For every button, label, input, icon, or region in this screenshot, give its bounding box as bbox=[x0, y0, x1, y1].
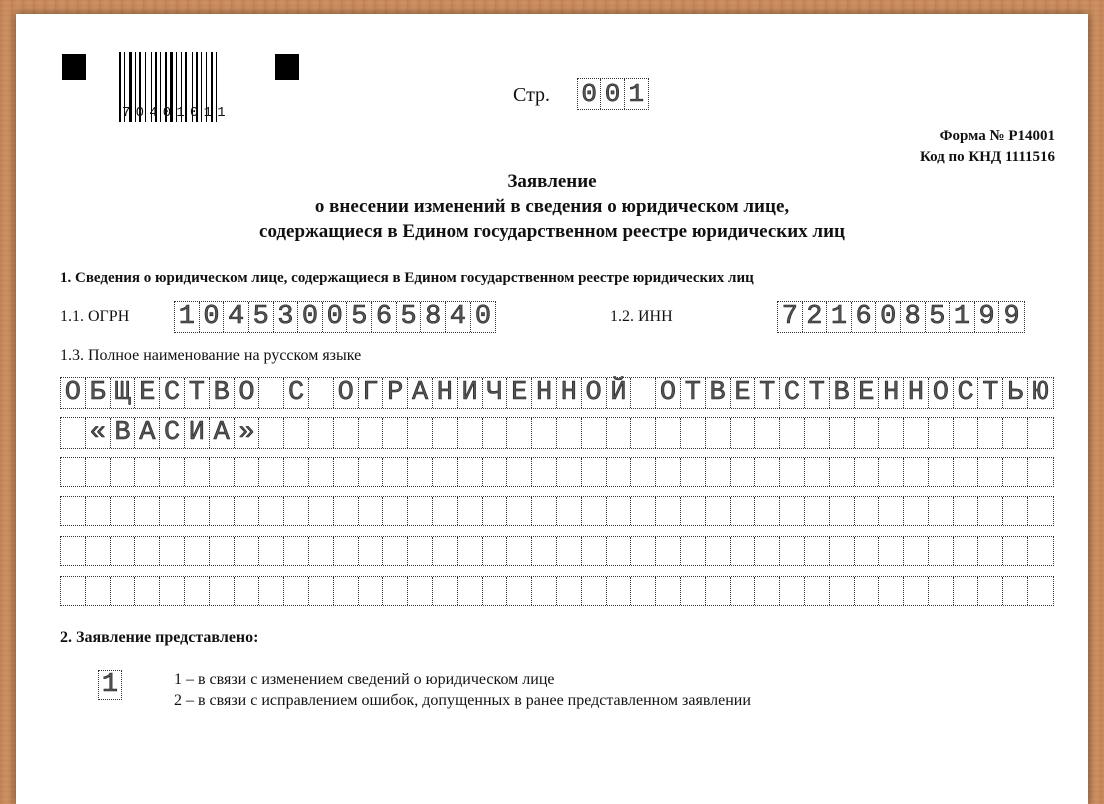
full-name-line-1-cell: Н bbox=[557, 378, 582, 408]
full-name-line-6-cell bbox=[185, 577, 210, 605]
full-name-line-5-cell bbox=[334, 537, 359, 565]
full-name-line-3-cell bbox=[879, 458, 904, 486]
full-name-line-5-cell bbox=[656, 537, 681, 565]
full-name-line-4-cell bbox=[929, 497, 954, 525]
inn-field[interactable] bbox=[777, 301, 1025, 333]
ogrn-field-cell: 0 bbox=[474, 302, 492, 332]
full-name-line-3-cell bbox=[235, 458, 260, 486]
full-name-line-1-cell: Е bbox=[731, 378, 756, 408]
full-name-line-4-cell bbox=[433, 497, 458, 525]
full-name-line-5-cell bbox=[904, 537, 929, 565]
full-name-line-3-cell bbox=[433, 458, 458, 486]
full-name-line-1-cell: Н bbox=[904, 378, 929, 408]
full-name-line-6-cell bbox=[383, 577, 408, 605]
full-name-line-5[interactable] bbox=[60, 536, 1054, 566]
full-name-line-2-cell bbox=[929, 418, 954, 448]
full-name-line-6-cell bbox=[557, 577, 582, 605]
full-name-line-2-cell bbox=[483, 418, 508, 448]
full-name-line-2[interactable] bbox=[60, 417, 1054, 449]
full-name-line-6-cell bbox=[359, 577, 384, 605]
full-name-line-6-cell bbox=[135, 577, 160, 605]
full-name-line-2-cell bbox=[1028, 418, 1053, 448]
page-number-field[interactable] bbox=[577, 78, 649, 110]
full-name-line-1-cell: Ч bbox=[483, 378, 508, 408]
full-name-line-2-cell: И bbox=[185, 418, 210, 448]
full-name-line-6-cell bbox=[507, 577, 532, 605]
full-name-line-6-cell bbox=[111, 577, 136, 605]
full-name-line-5-cell bbox=[557, 537, 582, 565]
full-name-line-4-cell bbox=[830, 497, 855, 525]
full-name-line-4-cell bbox=[359, 497, 384, 525]
full-name-line-1-cell: Н bbox=[532, 378, 557, 408]
ogrn-field-cell: 8 bbox=[421, 302, 446, 332]
barcode-digits: 70401011 bbox=[122, 105, 231, 121]
full-name-line-6-cell bbox=[805, 577, 830, 605]
full-name-line-1-cell: С bbox=[780, 378, 805, 408]
full-name-line-1-cell bbox=[309, 378, 334, 408]
full-name-line-2-cell bbox=[383, 418, 408, 448]
full-name-line-5-cell bbox=[284, 537, 309, 565]
full-name-line-4-cell bbox=[631, 497, 656, 525]
full-name-line-6-cell bbox=[631, 577, 656, 605]
full-name-line-1-cell: Щ bbox=[111, 378, 136, 408]
full-name-line-1-cell: А bbox=[408, 378, 433, 408]
form-number: Форма № Р14001 bbox=[939, 128, 1055, 144]
full-name-line-2-cell bbox=[904, 418, 929, 448]
full-name-line-3-cell bbox=[383, 458, 408, 486]
full-name-line-3-cell bbox=[284, 458, 309, 486]
ogrn-field-cell: 0 bbox=[200, 302, 225, 332]
full-name-line-5-cell bbox=[855, 537, 880, 565]
inn-field-cell: 9 bbox=[975, 302, 1000, 332]
ogrn-field-cell: 1 bbox=[175, 302, 200, 332]
full-name-line-4-cell bbox=[978, 497, 1003, 525]
full-name-line-3-cell bbox=[582, 458, 607, 486]
full-name-line-1-cell: О bbox=[235, 378, 260, 408]
full-name-line-5-cell bbox=[135, 537, 160, 565]
full-name-line-4-cell bbox=[210, 497, 235, 525]
ogrn-field-cell: 5 bbox=[347, 302, 372, 332]
full-name-line-3[interactable] bbox=[60, 457, 1054, 487]
full-name-line-2-cell bbox=[532, 418, 557, 448]
ogrn-field-cell: 5 bbox=[249, 302, 274, 332]
inn-field-cell: 1 bbox=[950, 302, 975, 332]
document-subtitle-1: о внесении изменений в сведения о юридическом лице, bbox=[314, 196, 790, 217]
inn-label: 1.2. ИНН bbox=[610, 308, 673, 325]
full-name-line-4-cell bbox=[135, 497, 160, 525]
full-name-line-3-cell bbox=[359, 458, 384, 486]
section-1-heading: 1. Сведения о юридическом лице, содержащиеся в Едином государственном реестре юридических лиц bbox=[60, 270, 754, 286]
full-name-line-1-cell: О bbox=[334, 378, 359, 408]
full-name-line-2-cell bbox=[61, 418, 86, 448]
full-name-line-1-cell: Т bbox=[978, 378, 1003, 408]
full-name-line-2-cell bbox=[359, 418, 384, 448]
full-name-line-5-cell bbox=[185, 537, 210, 565]
full-name-line-3-cell bbox=[185, 458, 210, 486]
full-name-line-3-cell bbox=[631, 458, 656, 486]
full-name-line-5-cell bbox=[929, 537, 954, 565]
full-name-line-2-cell bbox=[507, 418, 532, 448]
full-name-line-3-cell bbox=[1028, 458, 1053, 486]
full-name-line-6-cell bbox=[309, 577, 334, 605]
full-name-line-3-cell bbox=[61, 458, 86, 486]
corner-marker-left bbox=[62, 54, 86, 80]
full-name-line-4-cell bbox=[235, 497, 260, 525]
full-name-line-1-cell: Б bbox=[86, 378, 111, 408]
full-name-line-4-cell bbox=[607, 497, 632, 525]
full-name-line-5-cell bbox=[582, 537, 607, 565]
ogrn-field-cell: 4 bbox=[224, 302, 249, 332]
full-name-line-5-cell bbox=[805, 537, 830, 565]
full-name-line-5-cell bbox=[309, 537, 334, 565]
full-name-line-3-cell bbox=[458, 458, 483, 486]
full-name-line-6-cell bbox=[284, 577, 309, 605]
full-name-line-6-cell bbox=[1003, 577, 1028, 605]
full-name-line-3-cell bbox=[483, 458, 508, 486]
inn-field-cell: 0 bbox=[876, 302, 901, 332]
full-name-line-5-cell bbox=[954, 537, 979, 565]
ogrn-field[interactable] bbox=[174, 301, 496, 333]
full-name-line-4-cell bbox=[334, 497, 359, 525]
full-name-line-2-cell: А bbox=[135, 418, 160, 448]
full-name-line-5-cell bbox=[607, 537, 632, 565]
full-name-line-4-cell bbox=[805, 497, 830, 525]
full-name-line-4-cell bbox=[408, 497, 433, 525]
page-number-field-cell: 0 bbox=[601, 79, 624, 109]
full-name-line-6-cell bbox=[656, 577, 681, 605]
ogrn-field-cell: 0 bbox=[323, 302, 348, 332]
full-name-line-3-cell bbox=[731, 458, 756, 486]
page-number-field-cell: 1 bbox=[628, 79, 645, 109]
full-name-line-1-cell: И bbox=[458, 378, 483, 408]
full-name-line-3-cell bbox=[805, 458, 830, 486]
full-name-line-6-cell bbox=[160, 577, 185, 605]
full-name-line-6-cell bbox=[408, 577, 433, 605]
full-name-line-1-cell: Т bbox=[755, 378, 780, 408]
full-name-line-2-cell bbox=[458, 418, 483, 448]
full-name-line-5-cell bbox=[532, 537, 557, 565]
section-2-heading: 2. Заявление представлено: bbox=[60, 629, 259, 646]
full-name-line-3-cell bbox=[681, 458, 706, 486]
full-name-line-4-cell bbox=[1028, 497, 1053, 525]
full-name-line-1-cell: Н bbox=[433, 378, 458, 408]
full-name-line-6-cell bbox=[61, 577, 86, 605]
full-name-line-3-cell bbox=[607, 458, 632, 486]
full-name-line-6-cell bbox=[681, 577, 706, 605]
full-name-line-3-cell bbox=[135, 458, 160, 486]
inn-field-cell: 7 bbox=[778, 302, 803, 332]
ogrn-field-cell: 3 bbox=[274, 302, 299, 332]
full-name-line-3-cell bbox=[507, 458, 532, 486]
full-name-line-4-cell bbox=[86, 497, 111, 525]
full-name-line-2-cell bbox=[731, 418, 756, 448]
full-name-line-1-cell: Т bbox=[681, 378, 706, 408]
full-name-line-6-cell bbox=[334, 577, 359, 605]
full-name-line-6-cell bbox=[1028, 577, 1053, 605]
full-name-line-2-cell bbox=[1003, 418, 1028, 448]
full-name-line-4-cell bbox=[582, 497, 607, 525]
full-name-line-1-cell: О bbox=[656, 378, 681, 408]
full-name-line-5-cell bbox=[359, 537, 384, 565]
inn-field-cell: 2 bbox=[803, 302, 828, 332]
full-name-line-4-cell bbox=[656, 497, 681, 525]
full-name-line-2-cell bbox=[855, 418, 880, 448]
full-name-line-2-cell: В bbox=[111, 418, 136, 448]
full-name-line-1-cell: Ь bbox=[1003, 378, 1028, 408]
document-subtitle-2: содержащиеся в Едином государственном реестре юридических лиц bbox=[259, 221, 845, 242]
full-name-line-3-cell bbox=[86, 458, 111, 486]
inn-field-cell: 6 bbox=[852, 302, 877, 332]
full-name-line-6-cell bbox=[259, 577, 284, 605]
full-name-line-5-cell bbox=[879, 537, 904, 565]
full-name-line-5-cell bbox=[1003, 537, 1028, 565]
full-name-line-4-cell bbox=[755, 497, 780, 525]
corner-marker-right bbox=[275, 54, 299, 80]
full-name-line-5-cell bbox=[830, 537, 855, 565]
full-name-line-6-cell bbox=[532, 577, 557, 605]
ogrn-field-cell: 0 bbox=[298, 302, 323, 332]
ogrn-field-cell: 6 bbox=[372, 302, 397, 332]
full-name-line-2-cell bbox=[557, 418, 582, 448]
full-name-line-4-cell bbox=[904, 497, 929, 525]
full-name-line-4-cell bbox=[483, 497, 508, 525]
full-name-line-4-cell bbox=[61, 497, 86, 525]
full-name-line-1-cell: С bbox=[284, 378, 309, 408]
full-name-line-4-cell bbox=[731, 497, 756, 525]
full-name-line-6-cell bbox=[483, 577, 508, 605]
full-name-line-2-cell: « bbox=[86, 418, 111, 448]
full-name-line-2-cell bbox=[954, 418, 979, 448]
full-name-line-1-cell: В bbox=[706, 378, 731, 408]
full-name-line-4-cell bbox=[284, 497, 309, 525]
full-name-line-5-cell bbox=[111, 537, 136, 565]
full-name-line-1-cell: Й bbox=[607, 378, 632, 408]
full-name-line-3-cell bbox=[904, 458, 929, 486]
full-name-line-6-cell bbox=[433, 577, 458, 605]
application-reason-field-cell: 1 bbox=[101, 670, 119, 700]
full-name-line-5-cell bbox=[86, 537, 111, 565]
full-name-line-2-cell bbox=[706, 418, 731, 448]
full-name-line-3-cell bbox=[408, 458, 433, 486]
full-name-line-1-cell: С bbox=[160, 378, 185, 408]
full-name-line-2-cell bbox=[582, 418, 607, 448]
full-name-line-5-cell bbox=[507, 537, 532, 565]
document-title: Заявление bbox=[507, 171, 597, 192]
full-name-line-5-cell bbox=[1028, 537, 1053, 565]
full-name-line-2-cell bbox=[631, 418, 656, 448]
full-name-line-5-cell bbox=[210, 537, 235, 565]
full-name-line-4-cell bbox=[458, 497, 483, 525]
full-name-label: 1.3. Полное наименование на русском языке bbox=[60, 347, 362, 364]
full-name-line-6-cell bbox=[731, 577, 756, 605]
full-name-line-4-cell bbox=[309, 497, 334, 525]
full-name-line-1-cell: Ю bbox=[1032, 378, 1049, 408]
full-name-line-4-cell bbox=[557, 497, 582, 525]
full-name-line-6-cell bbox=[706, 577, 731, 605]
full-name-line-4-cell bbox=[507, 497, 532, 525]
knd-code: Код по КНД 1111516 bbox=[919, 149, 1055, 165]
full-name-line-4-cell bbox=[879, 497, 904, 525]
page-number-field-cell: 0 bbox=[578, 79, 601, 109]
full-name-line-5-cell bbox=[259, 537, 284, 565]
full-name-line-4-cell bbox=[185, 497, 210, 525]
ogrn-label: 1.1. ОГРН bbox=[60, 308, 130, 325]
full-name-line-3-cell bbox=[706, 458, 731, 486]
full-name-line-6-cell bbox=[210, 577, 235, 605]
full-name-line-3-cell bbox=[855, 458, 880, 486]
full-name-line-3-cell bbox=[929, 458, 954, 486]
full-name-line-1-cell: Е bbox=[855, 378, 880, 408]
full-name-line-5-cell bbox=[631, 537, 656, 565]
full-name-line-3-cell bbox=[160, 458, 185, 486]
inn-field-cell: 8 bbox=[901, 302, 926, 332]
full-name-line-4-cell bbox=[855, 497, 880, 525]
full-name-line-6-cell bbox=[879, 577, 904, 605]
full-name-line-1[interactable] bbox=[60, 377, 1054, 409]
full-name-line-2-cell bbox=[755, 418, 780, 448]
full-name-line-5-cell bbox=[61, 537, 86, 565]
full-name-line-1-cell bbox=[631, 378, 656, 408]
full-name-line-3-cell bbox=[532, 458, 557, 486]
full-name-line-2-cell bbox=[978, 418, 1003, 448]
full-name-line-1-cell: Р bbox=[383, 378, 408, 408]
full-name-line-1-cell: О bbox=[582, 378, 607, 408]
full-name-line-4-cell bbox=[780, 497, 805, 525]
full-name-line-3-cell bbox=[1003, 458, 1028, 486]
full-name-line-2-cell bbox=[830, 418, 855, 448]
full-name-line-1-cell: О bbox=[929, 378, 954, 408]
full-name-line-6-cell bbox=[86, 577, 111, 605]
full-name-line-2-cell bbox=[681, 418, 706, 448]
full-name-line-3-cell bbox=[309, 458, 334, 486]
full-name-line-1-cell: Г bbox=[359, 378, 384, 408]
full-name-line-3-cell bbox=[830, 458, 855, 486]
full-name-line-6-cell bbox=[458, 577, 483, 605]
inn-field-cell: 1 bbox=[827, 302, 852, 332]
full-name-line-5-cell bbox=[408, 537, 433, 565]
application-reason-field[interactable] bbox=[98, 670, 122, 700]
full-name-line-6-cell bbox=[235, 577, 260, 605]
full-name-line-6-cell bbox=[582, 577, 607, 605]
full-name-line-1-cell: Т bbox=[805, 378, 830, 408]
full-name-line-4-cell bbox=[160, 497, 185, 525]
inn-field-cell: 9 bbox=[1003, 302, 1020, 332]
full-name-line-6-cell bbox=[855, 577, 880, 605]
full-name-line-6-cell bbox=[954, 577, 979, 605]
full-name-line-3-cell bbox=[259, 458, 284, 486]
full-name-line-1-cell: В bbox=[210, 378, 235, 408]
full-name-line-2-cell bbox=[284, 418, 309, 448]
full-name-line-2-cell bbox=[259, 418, 284, 448]
full-name-line-3-cell bbox=[656, 458, 681, 486]
full-name-line-3-cell bbox=[210, 458, 235, 486]
full-name-line-3-cell bbox=[954, 458, 979, 486]
full-name-line-5-cell bbox=[681, 537, 706, 565]
form-sheet bbox=[16, 14, 1088, 804]
full-name-line-5-cell bbox=[160, 537, 185, 565]
full-name-line-2-cell bbox=[433, 418, 458, 448]
full-name-line-3-cell bbox=[111, 458, 136, 486]
full-name-line-3-cell bbox=[978, 458, 1003, 486]
full-name-line-2-cell bbox=[656, 418, 681, 448]
full-name-line-4-cell bbox=[706, 497, 731, 525]
full-name-line-5-cell bbox=[383, 537, 408, 565]
full-name-line-2-cell bbox=[408, 418, 433, 448]
full-name-line-4[interactable] bbox=[60, 496, 1054, 526]
page-label: Стр. bbox=[513, 84, 551, 106]
full-name-line-3-cell bbox=[334, 458, 359, 486]
full-name-line-1-cell: О bbox=[61, 378, 86, 408]
full-name-line-5-cell bbox=[483, 537, 508, 565]
full-name-line-2-cell bbox=[879, 418, 904, 448]
reason-option-2: 2 – в связи с исправлением ошибок, допущенных в ранее представленном заявлении bbox=[174, 692, 751, 709]
full-name-line-2-cell: » bbox=[235, 418, 260, 448]
full-name-line-6-cell bbox=[830, 577, 855, 605]
full-name-line-4-cell bbox=[111, 497, 136, 525]
full-name-line-2-cell bbox=[607, 418, 632, 448]
full-name-line-6-cell bbox=[607, 577, 632, 605]
full-name-line-5-cell bbox=[755, 537, 780, 565]
full-name-line-6-cell bbox=[929, 577, 954, 605]
ogrn-field-cell: 4 bbox=[446, 302, 471, 332]
full-name-line-2-cell bbox=[780, 418, 805, 448]
full-name-line-1-cell: Н bbox=[879, 378, 904, 408]
barcode-bar bbox=[119, 52, 121, 122]
full-name-line-4-cell bbox=[532, 497, 557, 525]
full-name-line-4-cell bbox=[383, 497, 408, 525]
full-name-line-6-cell bbox=[780, 577, 805, 605]
full-name-line-2-cell bbox=[334, 418, 359, 448]
ogrn-field-cell: 5 bbox=[397, 302, 422, 332]
full-name-line-1-cell: Е bbox=[507, 378, 532, 408]
full-name-line-5-cell bbox=[706, 537, 731, 565]
full-name-line-4-cell bbox=[954, 497, 979, 525]
full-name-line-4-cell bbox=[1003, 497, 1028, 525]
full-name-line-5-cell bbox=[433, 537, 458, 565]
full-name-line-1-cell: В bbox=[830, 378, 855, 408]
full-name-line-5-cell bbox=[978, 537, 1003, 565]
full-name-line-2-cell: А bbox=[210, 418, 235, 448]
full-name-line-6-cell bbox=[904, 577, 929, 605]
full-name-line-5-cell bbox=[780, 537, 805, 565]
full-name-line-1-cell: Е bbox=[135, 378, 160, 408]
reason-option-1: 1 – в связи с изменением сведений о юридическом лице bbox=[174, 671, 555, 688]
full-name-line-2-cell bbox=[805, 418, 830, 448]
inn-field-cell: 5 bbox=[926, 302, 951, 332]
full-name-line-3-cell bbox=[557, 458, 582, 486]
full-name-line-2-cell bbox=[309, 418, 334, 448]
full-name-line-2-cell: С bbox=[160, 418, 185, 448]
full-name-line-1-cell bbox=[259, 378, 284, 408]
full-name-line-5-cell bbox=[235, 537, 260, 565]
full-name-line-5-cell bbox=[458, 537, 483, 565]
full-name-line-6-cell bbox=[755, 577, 780, 605]
full-name-line-5-cell bbox=[731, 537, 756, 565]
full-name-line-4-cell bbox=[259, 497, 284, 525]
full-name-line-6[interactable] bbox=[60, 576, 1054, 606]
full-name-line-1-cell: Т bbox=[185, 378, 210, 408]
full-name-line-4-cell bbox=[681, 497, 706, 525]
full-name-line-3-cell bbox=[755, 458, 780, 486]
full-name-line-3-cell bbox=[780, 458, 805, 486]
full-name-line-6-cell bbox=[978, 577, 1003, 605]
full-name-line-1-cell: С bbox=[954, 378, 979, 408]
